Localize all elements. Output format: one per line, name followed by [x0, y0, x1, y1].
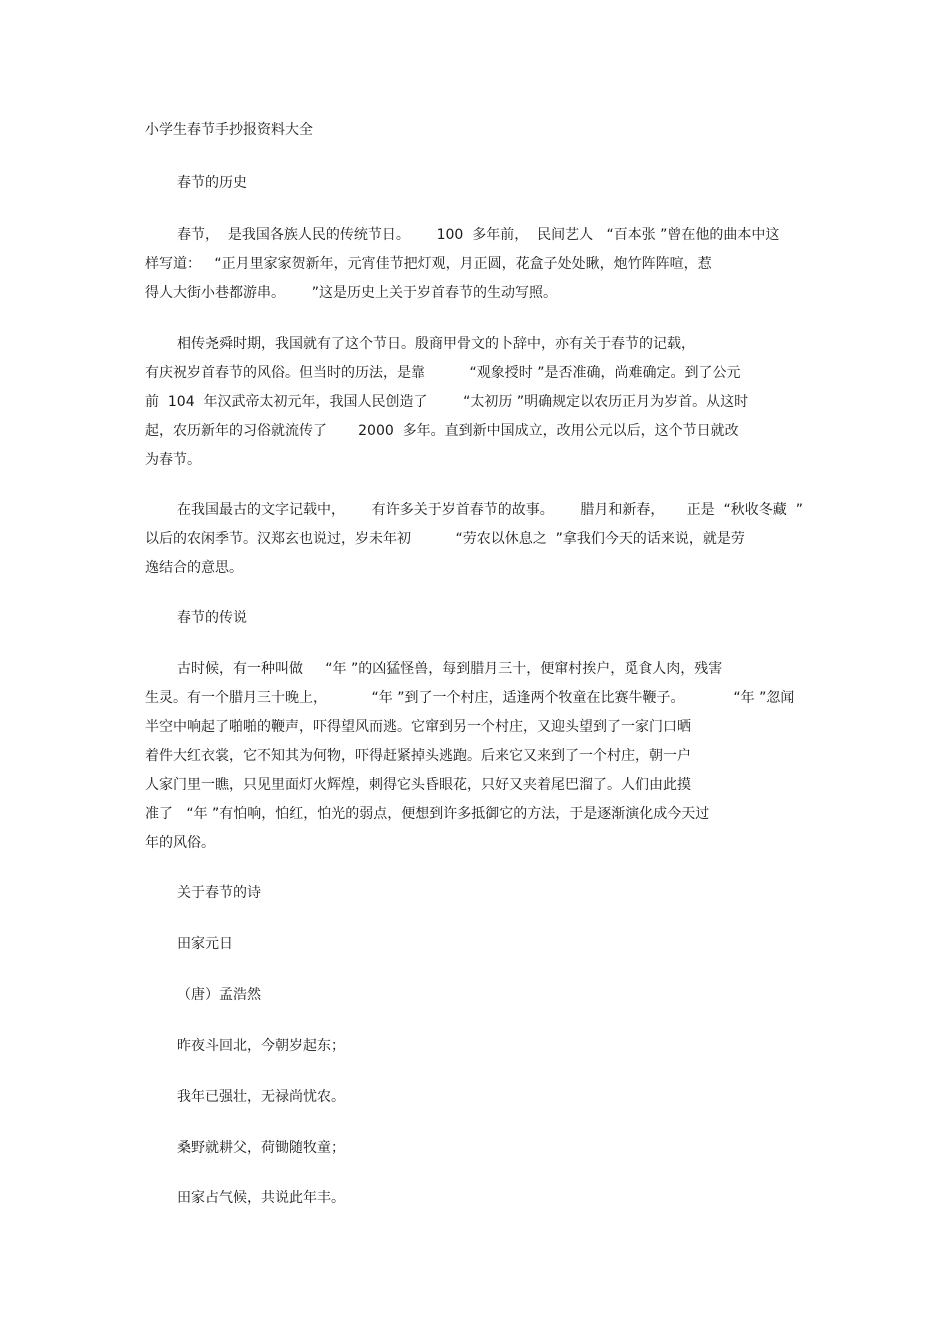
paragraph-line: 古时候，有一种叫做 “年 ”的凶猛怪兽，每到腊月三十，便窜村挨户，觅食人肉，残害 — [177, 661, 723, 677]
paragraph-line: 有庆祝岁首春节的风俗。但当时的历法，是靠 “观象授时 ”是否准确，尚难确定。到了公元 — [145, 365, 741, 381]
paragraph-line: 样写道： “正月里家家贺新年，元宵佳节把灯观，月正圆，花盒子处处瞅，炮竹阵阵喧，惹 — [145, 256, 712, 272]
poem-author: （唐）孟浩然 — [177, 987, 261, 1003]
paragraph-line: 春节， 是我国各族人民的传统节日。 100 多年前， 民间艺人 “百本张 ”曾在他的曲本中这 — [177, 227, 780, 243]
paragraph-line: 以后的农闲季节。汉郑玄也说过，岁未年初 “劳农以休息之 ”拿我们今天的话来说，就是劳 — [145, 531, 745, 547]
heading-legend: 春节的传说 — [177, 610, 247, 626]
heading-poem: 关于春节的诗 — [177, 885, 261, 901]
poem-title: 田家元日 — [177, 936, 233, 952]
paragraph-line: 得人大街小巷都游串。 ”这是历史上关于岁首春节的生动写照。 — [145, 285, 557, 301]
heading-history: 春节的历史 — [177, 175, 247, 191]
paragraph-line: 逸结合的意思。 — [145, 560, 243, 576]
paragraph-line: 半空中响起了啪啪的鞭声，吓得望风而逃。它窜到另一个村庄，又迎头望到了一家门口晒 — [145, 719, 691, 735]
paragraph-line: 为春节。 — [145, 452, 201, 468]
paragraph-line: 前 104 年汉武帝太初元年，我国人民创造了 “太初历 ”明确规定以农历正月为岁首。从这时 — [145, 394, 749, 410]
document-title: 小学生春节手抄报资料大全 — [145, 122, 313, 138]
poem-line: 昨夜斗回北，今朝岁起东； — [177, 1038, 345, 1054]
paragraph-line: 年的风俗。 — [145, 835, 215, 851]
paragraph-line: 相传尧舜时期，我国就有了这个节日。殷商甲骨文的卜辞中，亦有关于春节的记载， — [177, 336, 695, 352]
poem-line: 田家占气候，共说此年丰。 — [177, 1190, 345, 1206]
poem-line: 桑野就耕父，荷锄随牧童； — [177, 1140, 345, 1156]
paragraph-line: 起，农历新年的习俗就流传了 2000 多年。直到新中国成立，改用公元以后，这个节日就改 — [145, 423, 739, 439]
paragraph-line: 准了 “年 ”有怕响，怕红，怕光的弱点，便想到许多抵御它的方法，于是逐渐演化成今天过 — [145, 806, 710, 822]
paragraph-line: 着件大红衣裳，它不知其为何物，吓得赶紧掉头逃跑。后来它又来到了一个村庄，朝一户 — [145, 748, 691, 764]
paragraph-line: 人家门里一瞧，只见里面灯火辉煌，刺得它头昏眼花，只好又夹着尾巴溜了。人们由此摸 — [145, 777, 691, 793]
paragraph-line: 生灵。有一个腊月三十晚上， “年 ”到了一个村庄，适逢两个牧童在比赛牛鞭子。 “年 ”忽闻 — [145, 690, 795, 706]
paragraph-line: 在我国最古的文字记载中， 有许多关于岁首春节的故事。 腊月和新春， 正是 “秋收冬藏 ” — [177, 502, 803, 518]
poem-line: 我年已强壮，无禄尚忧农。 — [177, 1089, 345, 1105]
